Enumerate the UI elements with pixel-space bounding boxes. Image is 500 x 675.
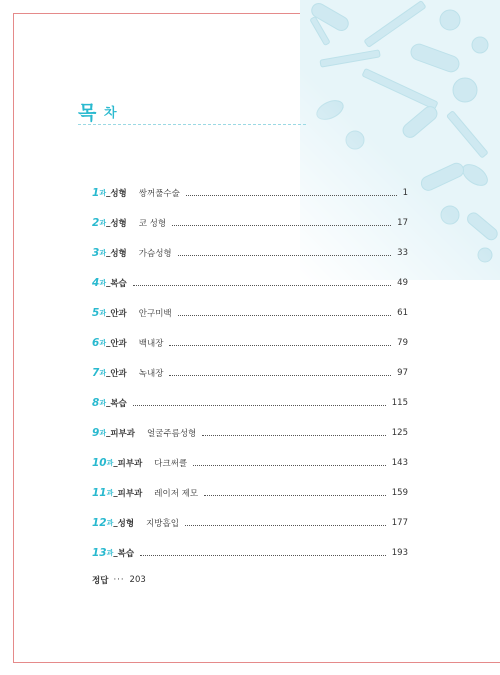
lesson-page: 49: [397, 278, 408, 288]
answer-page: 203: [129, 575, 146, 585]
answer-label: 정답: [92, 576, 109, 586]
lesson-page: 115: [391, 398, 408, 408]
leader-dots: [186, 195, 397, 196]
lesson-number: 4: [92, 277, 100, 289]
toc-entry[interactable]: 6 과 _ 안과 백내장 79: [92, 337, 408, 349]
lesson-unit: 과: [99, 219, 107, 227]
leader-dots: [178, 255, 392, 256]
lesson-unit: 과: [99, 279, 107, 287]
lesson-category: 피부과: [110, 429, 135, 439]
lesson-page: 159: [391, 488, 408, 498]
lesson-page: 177: [391, 518, 408, 528]
toc-entry[interactable]: 8 과 _ 복습 115: [92, 397, 408, 409]
lesson-unit: 과: [99, 399, 107, 407]
leader-dots: [193, 465, 386, 466]
lesson-category: 복습: [110, 399, 127, 409]
lesson-topic: 다크써클: [154, 459, 188, 469]
toc-entry[interactable]: 5 과 _ 안과 안구미백 61: [92, 307, 408, 319]
lesson-number: 7: [92, 367, 100, 379]
lesson-page: 1: [402, 188, 408, 198]
lesson-number: 13: [92, 547, 107, 559]
lesson-number: 1: [92, 187, 100, 199]
leader-dots: [140, 555, 386, 556]
lesson-topic: 안구미백: [138, 309, 172, 319]
lesson-unit: 과: [99, 249, 107, 257]
lesson-unit: 과: [99, 309, 107, 317]
leader-dots: [133, 405, 386, 406]
lesson-page: 143: [391, 458, 408, 468]
lesson-category: 성형: [117, 519, 135, 529]
lesson-number: 3: [92, 247, 100, 259]
toc-entry[interactable]: 7 과 _ 안과 녹내장 97: [92, 367, 408, 379]
lesson-category: 안과: [110, 309, 127, 319]
lesson-category: 피부과: [117, 459, 143, 469]
lesson-topic: 지방흡입: [146, 519, 179, 529]
lesson-unit: 과: [106, 459, 114, 467]
lesson-number: 12: [92, 517, 107, 529]
toc-entry[interactable]: 4 과 _ 복습 49: [92, 277, 408, 289]
lesson-page: 61: [397, 308, 408, 318]
lesson-number: 9: [92, 427, 100, 439]
lesson-unit: 과: [106, 549, 114, 557]
lesson-category: 성형: [110, 219, 127, 229]
toc-entry[interactable]: 10 과 _ 피부과 다크써클 143: [92, 457, 408, 469]
lesson-topic: 레이저 제모: [154, 489, 199, 499]
toc-title-main: 목: [78, 102, 97, 124]
lesson-topic: 얼굴주름성형: [146, 429, 197, 439]
lesson-unit: 과: [106, 519, 114, 527]
lesson-category: 안과: [110, 369, 127, 379]
toc-entry[interactable]: 13 과 _ 복습 193: [92, 547, 408, 559]
lesson-page: 125: [391, 428, 408, 438]
page-frame-left: [13, 13, 14, 662]
toc-entry[interactable]: 11 과 _ 피부과 레이저 제모 159: [92, 487, 408, 499]
lesson-number: 11: [92, 487, 107, 499]
page-frame-bottom: [13, 662, 500, 663]
toc-entry[interactable]: 2 과 _ 성형 코 성형 17: [92, 217, 408, 229]
toc-entry[interactable]: 12 과 _ 성형 지방흡입 177: [92, 517, 408, 529]
leader-dots: [172, 225, 391, 226]
page-frame-top: [13, 13, 300, 14]
lesson-category: 피부과: [117, 489, 143, 499]
toc-list: [92, 178, 408, 568]
lesson-category: 복습: [110, 279, 127, 289]
lesson-unit: 과: [99, 369, 107, 377]
title-divider: [78, 124, 306, 125]
lesson-topic: 쌍꺼풀수술: [138, 189, 180, 199]
lesson-number: 6: [92, 337, 100, 349]
lesson-number: 5: [92, 307, 100, 319]
lesson-topic: 녹내장: [138, 369, 164, 379]
lesson-number: 2: [92, 217, 100, 229]
toc-entry[interactable]: 9 과 _ 피부과 얼굴주름성형 125: [92, 427, 408, 439]
leader-dots: [169, 375, 391, 376]
lesson-number: 8: [92, 397, 100, 409]
leader-dots: [204, 495, 386, 496]
lesson-category: 복습: [117, 549, 135, 559]
leader-dots: [202, 435, 386, 436]
toc-title-sub: 차: [104, 106, 117, 121]
leader-dots: [169, 345, 391, 346]
leader-dots: [178, 315, 392, 316]
lesson-page: 17: [397, 218, 408, 228]
answer-dots: ···: [113, 575, 125, 585]
lesson-unit: 과: [99, 429, 107, 437]
lesson-page: 97: [397, 368, 408, 378]
toc-entry[interactable]: 3 과 _ 성형 가슴성형 33: [92, 247, 408, 259]
lesson-page: 193: [391, 548, 408, 558]
lesson-topic: 백내장: [138, 339, 164, 349]
lesson-topic: 코 성형: [138, 219, 167, 229]
leader-dots: [185, 525, 386, 526]
lesson-topic: 가슴성형: [138, 249, 172, 259]
lesson-page: 33: [397, 248, 408, 258]
leader-dots: [133, 285, 391, 286]
lesson-number: 10: [92, 457, 107, 469]
lesson-category: 성형: [110, 189, 127, 199]
lesson-category: 안과: [110, 339, 127, 349]
lesson-unit: 과: [106, 489, 114, 497]
lesson-unit: 과: [99, 189, 107, 197]
lesson-unit: 과: [99, 339, 107, 347]
lesson-category: 성형: [110, 249, 127, 259]
lesson-page: 79: [397, 338, 408, 348]
answer-key-entry[interactable]: [92, 574, 146, 586]
toc-entry[interactable]: 1 과 _ 성형 쌍꺼풀수술 1: [92, 187, 408, 199]
